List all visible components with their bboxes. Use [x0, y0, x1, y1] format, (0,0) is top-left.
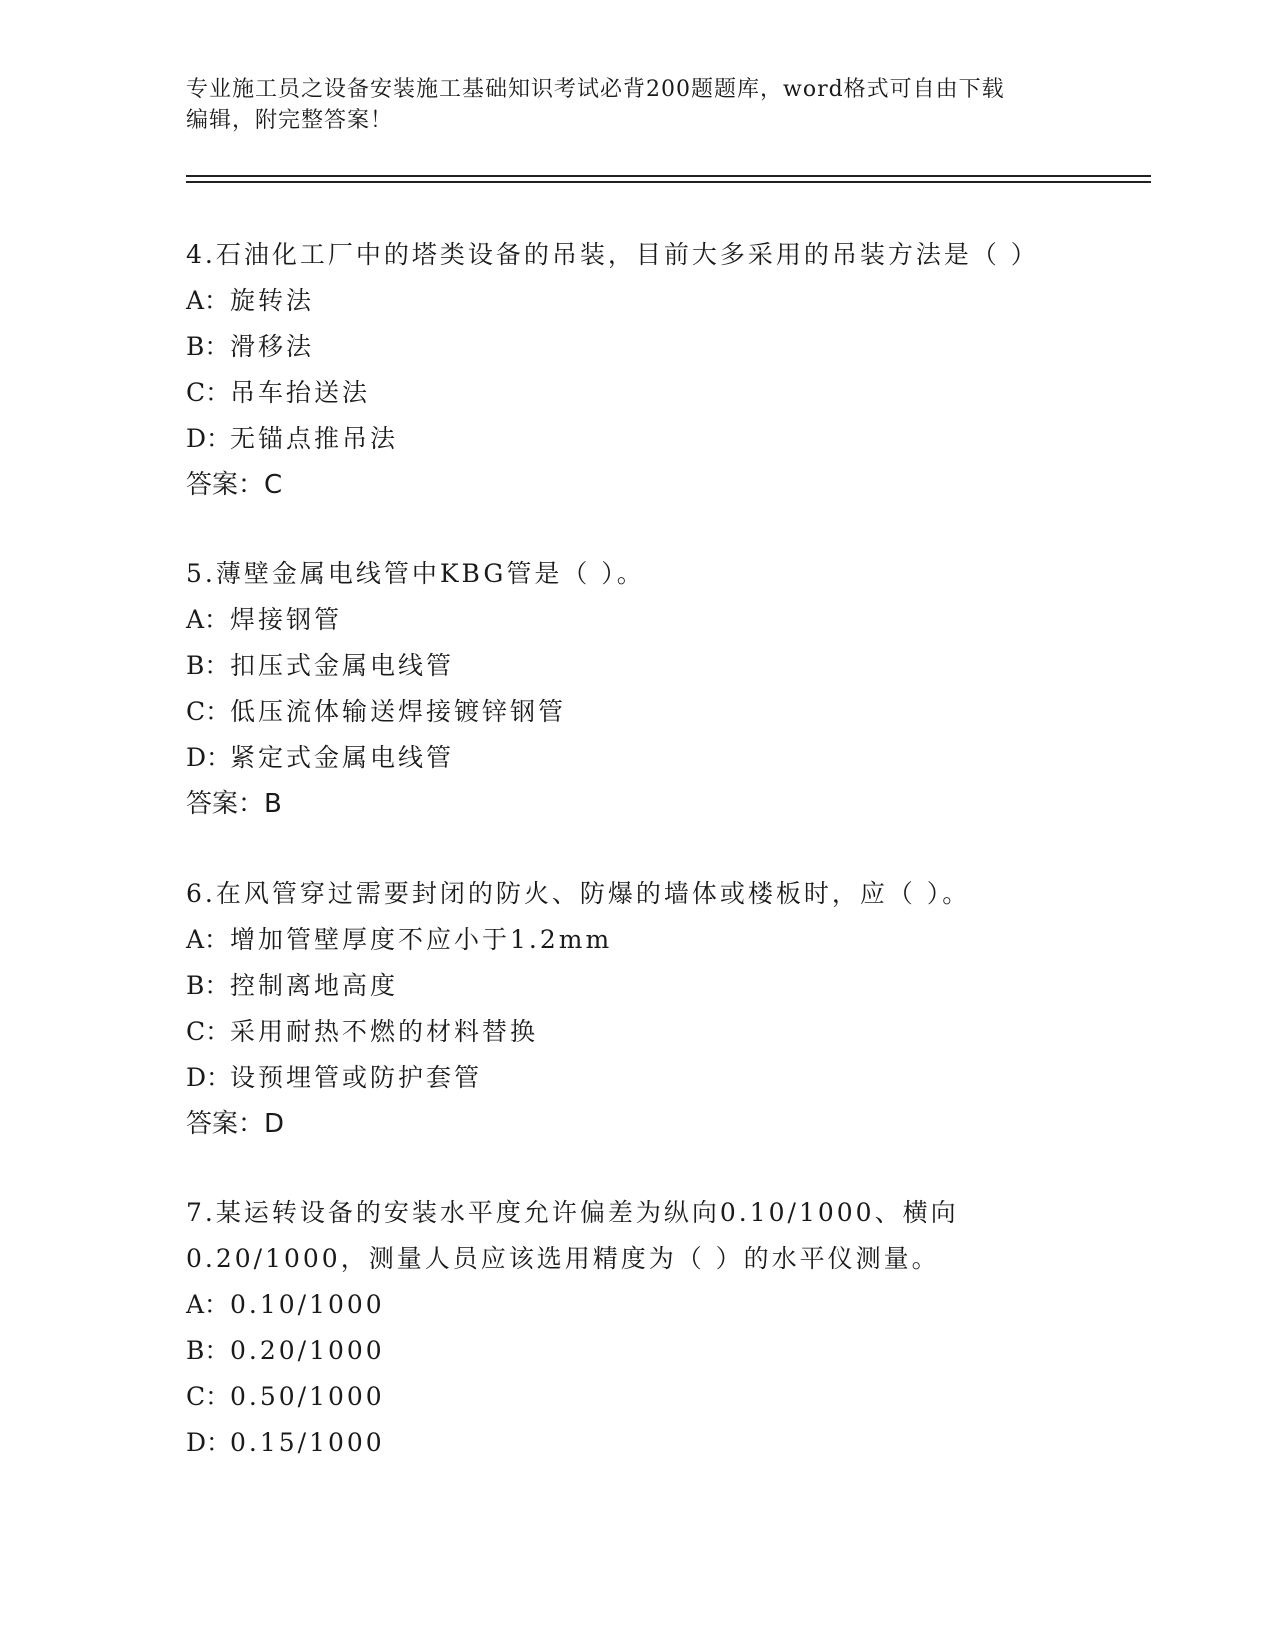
question-block: [186, 551, 1146, 827]
option-text: 旋转法: [230, 286, 315, 315]
option-c: [186, 1009, 1146, 1055]
header-line-2: 编辑，附完整答案！: [186, 108, 394, 133]
header-divider-top: [186, 175, 1151, 177]
document-header: [186, 74, 1086, 136]
question-block: [186, 871, 1146, 1147]
option-key: B：: [186, 1336, 230, 1365]
option-key: D：: [186, 1428, 232, 1457]
question-stem: 6.在风管穿过需要封闭的防火、防爆的墙体或楼板时，应（ ）。: [186, 879, 971, 908]
option-b: [186, 324, 1146, 370]
option-key: D：: [186, 743, 232, 772]
question-stem-line-2: 0.20/1000，测量人员应该选用精度为（ ）的水平仪测量。: [186, 1244, 940, 1273]
question-stem: 5.薄壁金属电线管中KBG管是（ ）。: [186, 559, 645, 588]
answer-line: 答案：B: [186, 789, 282, 819]
option-text: 0.20/1000: [230, 1336, 385, 1365]
option-key: A：: [186, 925, 230, 954]
option-text: 吊车抬送法: [230, 378, 371, 407]
question-block: [186, 1190, 1146, 1466]
option-d: [186, 416, 1146, 462]
option-text: 设预埋管或防护套管: [230, 1063, 483, 1092]
option-text: 焊接钢管: [230, 605, 343, 634]
option-key: D：: [186, 1063, 232, 1092]
option-text: 0.50/1000: [230, 1382, 385, 1411]
option-a: [186, 917, 1146, 963]
answer-line: 答案：C: [186, 470, 283, 500]
option-c: [186, 370, 1146, 416]
option-c: [186, 1374, 1146, 1420]
option-text: 低压流体输送焊接镀锌钢管: [230, 697, 567, 726]
option-a: [186, 278, 1146, 324]
option-key: A：: [186, 1290, 230, 1319]
option-text: 增加管壁厚度不应小于1.2mm: [230, 925, 613, 954]
option-key: B：: [186, 971, 230, 1000]
option-text: 紧定式金属电线管: [230, 743, 455, 772]
option-key: C：: [186, 697, 231, 726]
option-key: A：: [186, 286, 230, 315]
option-d: [186, 1055, 1146, 1101]
option-text: 控制离地高度: [230, 971, 399, 1000]
option-d: [186, 735, 1146, 781]
option-b: [186, 963, 1146, 1009]
option-key: B：: [186, 651, 230, 680]
option-key: D：: [186, 424, 232, 453]
option-key: B：: [186, 332, 230, 361]
option-key: C：: [186, 1017, 231, 1046]
question-stem-line-1: 7.某运转设备的安装水平度允许偏差为纵向0.10/1000、横向: [186, 1198, 959, 1227]
question-stem: 4.石油化工厂中的塔类设备的吊装，目前大多采用的吊装方法是（ ）: [186, 240, 1039, 269]
option-text: 0.15/1000: [230, 1428, 385, 1457]
answer-line: 答案：D: [186, 1109, 285, 1139]
option-c: [186, 689, 1146, 735]
option-text: 采用耐热不燃的材料替换: [230, 1017, 539, 1046]
header-line-1: 专业施工员之设备安装施工基础知识考试必背200题题库，word格式可自由下载: [186, 77, 1005, 102]
option-text: 无锚点推吊法: [230, 424, 399, 453]
question-block: [186, 232, 1146, 508]
option-text: 0.10/1000: [230, 1290, 385, 1319]
option-key: A：: [186, 605, 230, 634]
option-text: 扣压式金属电线管: [230, 651, 455, 680]
option-a: [186, 597, 1146, 643]
header-divider-bottom: [186, 181, 1151, 183]
option-d: [186, 1420, 1146, 1466]
option-a: [186, 1282, 1146, 1328]
option-b: [186, 643, 1146, 689]
option-key: C：: [186, 378, 231, 407]
option-key: C：: [186, 1382, 231, 1411]
option-text: 滑移法: [230, 332, 315, 361]
option-b: [186, 1328, 1146, 1374]
